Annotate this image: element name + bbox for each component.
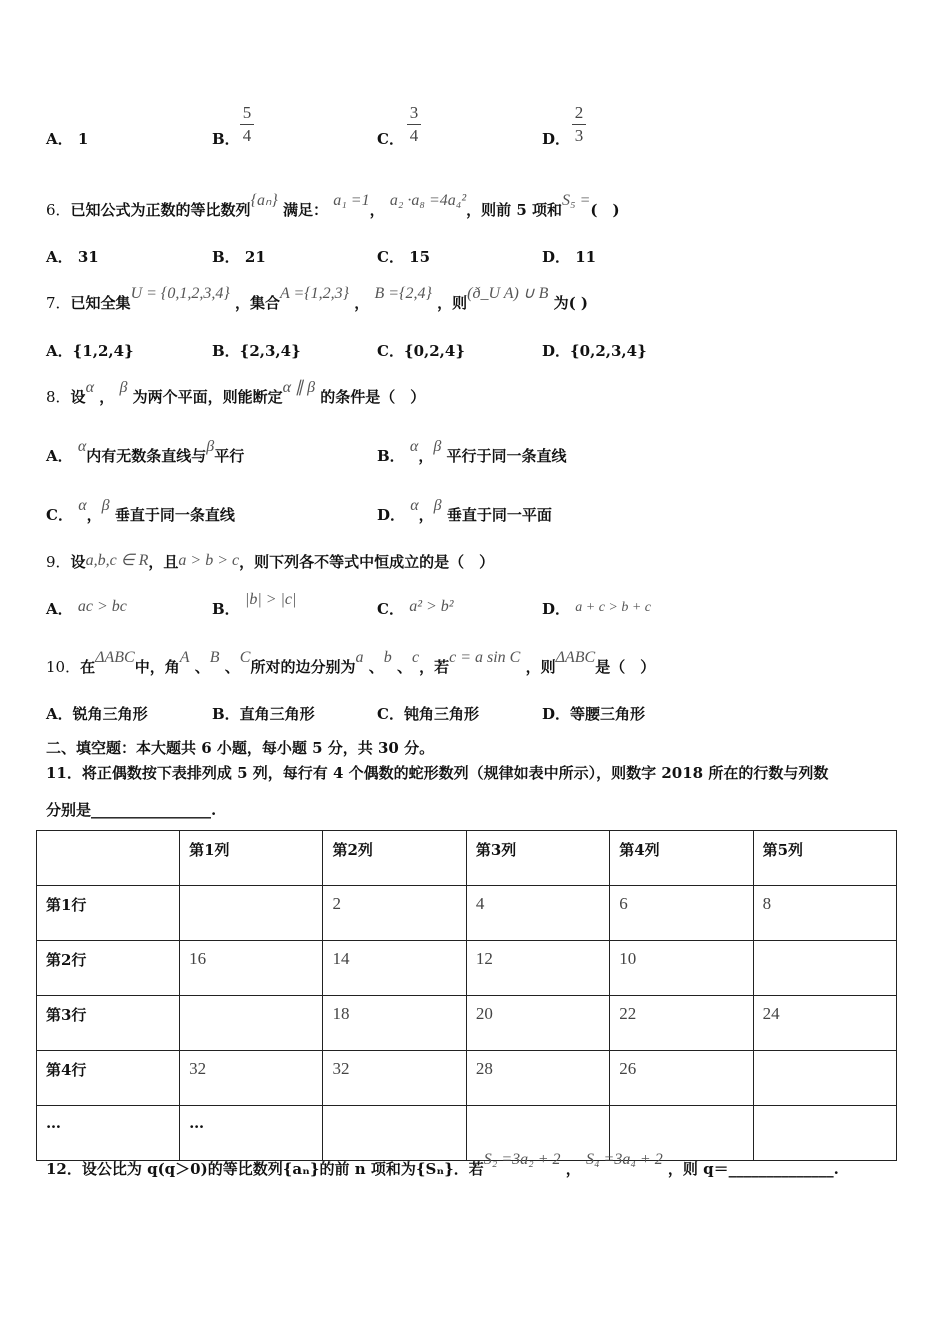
table-row [37, 941, 897, 996]
denominator: 4 [409, 126, 419, 145]
option-label: B． [377, 447, 405, 465]
table-cell: 2 [323, 886, 466, 941]
text: 已知公式为正数的等比数列 [70, 201, 251, 219]
text: ， [369, 201, 385, 219]
math: a > b > c [178, 552, 240, 569]
math: {aₙ} [250, 192, 278, 209]
q10-option-b: B．直角三角形 [212, 705, 315, 723]
math: U = {0,1,2,3,4} [130, 285, 230, 302]
table-cell: 24 [753, 996, 896, 1051]
table-cell: 6 [610, 886, 753, 941]
text: 垂直于同一平面 [446, 506, 552, 524]
table-cell [753, 941, 896, 996]
math: a² > b² [409, 598, 454, 615]
text: 在 [80, 658, 96, 676]
math: B ={2,4} [374, 285, 432, 302]
q5-option-d-fraction [572, 102, 586, 147]
table-cell [180, 886, 323, 941]
option-label: A． [46, 447, 73, 465]
text: 、 [194, 658, 210, 676]
text: ， [418, 506, 434, 524]
option-value: 1 [77, 130, 89, 148]
text: ，则前 5 项和 [466, 201, 562, 219]
numerator: 3 [409, 103, 419, 122]
table-header-cell: 第2列 [323, 831, 466, 886]
question-11-line1: 11．将正偶数按下表排列成 5 列，每行有 4 个偶数的蛇形数列（规律如表中所示），则数字 2018 所在的行数与列数 [46, 764, 829, 782]
table-cell [753, 1106, 896, 1161]
math: a₂ ·a₈ =4a₄² [389, 192, 467, 209]
text: 中，角 [134, 658, 180, 676]
math: B [209, 649, 220, 666]
text: 所对的边分别为 [250, 658, 356, 676]
denominator: 3 [574, 126, 584, 145]
question-number: 10． [46, 658, 81, 676]
q5-option-c-fraction [407, 102, 421, 147]
text: ， [99, 388, 115, 406]
math: c = a sin C [449, 649, 521, 666]
denominator: 4 [242, 126, 252, 145]
table-cell: 第2行 [37, 941, 180, 996]
math: ΔABC [95, 649, 135, 666]
text: 、 [368, 658, 384, 676]
table-cell: 32 [323, 1051, 466, 1106]
snake-number-table [36, 830, 897, 1161]
table-cell: … [180, 1106, 323, 1161]
question-9 [46, 551, 494, 572]
q8-option-c [46, 497, 235, 525]
table-cell [323, 1106, 466, 1161]
q10-option-d: D．等腰三角形 [542, 705, 646, 723]
q5-option-b-label: B． [212, 130, 240, 148]
text: 、 [224, 658, 240, 676]
option-label: D． [542, 600, 571, 618]
text: ，则 [525, 658, 556, 676]
table-cell: 18 [323, 996, 466, 1051]
math: A ={1,2,3} [279, 285, 350, 302]
math: α ∥ β [282, 379, 316, 396]
math: b [383, 649, 392, 666]
table-cell: … [37, 1106, 180, 1161]
question-number: 9． [46, 553, 71, 571]
option-label: A． [46, 130, 73, 148]
math: α [78, 497, 87, 514]
text: ， [354, 294, 370, 312]
table-row [37, 886, 897, 941]
option-label: C． [46, 506, 73, 524]
table-cell [180, 996, 323, 1051]
math: a,b,c ∈ R [85, 552, 149, 569]
math: α [85, 379, 94, 396]
q5-option-d-label: D． [542, 130, 571, 148]
math: ΔABC [555, 649, 596, 666]
q7-option-b: B．{2,3,4} [212, 342, 301, 360]
numerator: 5 [242, 103, 252, 122]
q9-option-c [377, 598, 454, 619]
table-row [37, 831, 897, 886]
text: 内有无数条直线与 [86, 447, 207, 465]
table-cell: 8 [753, 886, 896, 941]
text: 12．设公比为 q(q＞0)的等比数列{aₙ}的前 n 项和为{Sₙ}．若 [46, 1160, 484, 1178]
math: β [433, 497, 442, 514]
numerator: 2 [574, 103, 584, 122]
question-6 [46, 192, 620, 220]
section-heading: 二、填空题：本大题共 6 小题，每小题 5 分，共 30 分。 [46, 739, 435, 757]
table-row [37, 1051, 897, 1106]
text: ( ) [590, 201, 620, 219]
question-10 [46, 649, 656, 677]
text: 平行 [214, 447, 245, 465]
table-cell [753, 1051, 896, 1106]
q9-option-a [46, 598, 127, 619]
text: 设 [70, 388, 86, 406]
math: a [355, 649, 364, 666]
math: β [101, 497, 110, 514]
math: c [411, 649, 420, 666]
math: a + c > b + c [575, 600, 652, 615]
text: ，且 [148, 553, 179, 571]
q9-option-b [212, 591, 297, 619]
math: α [77, 438, 87, 455]
text: 、 [396, 658, 412, 676]
option-label: D． [377, 506, 406, 524]
text: ，若 [419, 658, 450, 676]
q9-option-d [542, 598, 651, 619]
q7-option-a: A．{1,2,4} [46, 342, 134, 360]
text: 是（ ） [595, 658, 656, 676]
table-cell: 22 [610, 996, 753, 1051]
q6-option-d: D． 11 [542, 248, 597, 266]
math: ac > bc [77, 598, 127, 615]
q6-option-a: A． 31 [46, 248, 99, 266]
table-cell: 4 [466, 886, 609, 941]
math: C [239, 649, 251, 666]
table-cell: 26 [610, 1051, 753, 1106]
q5-option-b-fraction [240, 102, 254, 147]
q8-option-a [46, 438, 245, 466]
text: 为两个平面，则能断定 [132, 388, 283, 406]
question-12 [46, 1151, 839, 1179]
option-label: A． [46, 600, 73, 618]
math: a₁ =1 [333, 192, 370, 209]
text: 设 [70, 553, 86, 571]
text: ，集合 [234, 294, 280, 312]
math: S₅ = [562, 192, 591, 209]
math: β [206, 438, 215, 455]
q10-option-c: C．钝角三角形 [377, 705, 479, 723]
q6-option-c: C． 15 [377, 248, 431, 266]
math: α [410, 497, 419, 514]
table-row [37, 1106, 897, 1161]
question-number: 8． [46, 388, 71, 406]
text: ，则下列各不等式中恒成立的是（ ） [239, 553, 495, 571]
table-row [37, 996, 897, 1051]
q7-option-c: C．{0,2,4} [377, 342, 465, 360]
text: ， [565, 1160, 581, 1178]
math: S₂ =3a₂ + 2 [483, 1151, 561, 1168]
table-cell: 第1行 [37, 886, 180, 941]
question-7 [46, 285, 588, 313]
math: A [179, 649, 190, 666]
math: β [433, 438, 442, 455]
table-cell: 28 [466, 1051, 609, 1106]
table-cell: 32 [180, 1051, 323, 1106]
table-header-cell [37, 831, 180, 886]
text: 平行于同一条直线 [446, 447, 567, 465]
table-cell: 第4行 [37, 1051, 180, 1106]
table-cell: 第3行 [37, 996, 180, 1051]
text: 的条件是（ ） [320, 388, 426, 406]
text: ， [418, 447, 434, 465]
q10-option-a: A．锐角三角形 [46, 705, 148, 723]
math: α [409, 438, 419, 455]
question-number: 6． [46, 201, 71, 219]
q5-option-a [46, 128, 88, 149]
table-cell: 20 [466, 996, 609, 1051]
table-cell: 14 [323, 941, 466, 996]
option-label: B． [212, 600, 240, 618]
q7-option-d: D．{0,2,3,4} [542, 342, 647, 360]
math: β [119, 379, 128, 396]
text: 满足： [282, 201, 328, 219]
q6-option-b: B． 21 [212, 248, 266, 266]
text: ， [86, 506, 102, 524]
q8-option-d [377, 497, 552, 525]
text: 垂直于同一条直线 [114, 506, 235, 524]
table-header-cell: 第5列 [753, 831, 896, 886]
text: ，则 [437, 294, 468, 312]
question-8 [46, 379, 426, 407]
q8-option-b [377, 438, 567, 466]
math: (ð_U A) ∪ B [467, 285, 549, 302]
question-number: 7． [46, 294, 71, 312]
text: 已知全集 [70, 294, 131, 312]
table-header-cell: 第1列 [180, 831, 323, 886]
table-header-cell: 第4列 [610, 831, 753, 886]
text: ，则 q＝______________. [667, 1160, 839, 1178]
math: S₄ =3a₄ + 2 [585, 1151, 663, 1168]
option-label: C． [377, 600, 404, 618]
table-header-cell: 第3列 [466, 831, 609, 886]
table-cell: 12 [466, 941, 609, 996]
table-cell: 10 [610, 941, 753, 996]
question-11-line2: 分别是________________. [46, 801, 217, 819]
table-cell: 16 [180, 941, 323, 996]
math: |b| > |c| [244, 591, 297, 608]
text: 为( ) [553, 294, 588, 312]
q5-option-c-label: C． [377, 130, 404, 148]
